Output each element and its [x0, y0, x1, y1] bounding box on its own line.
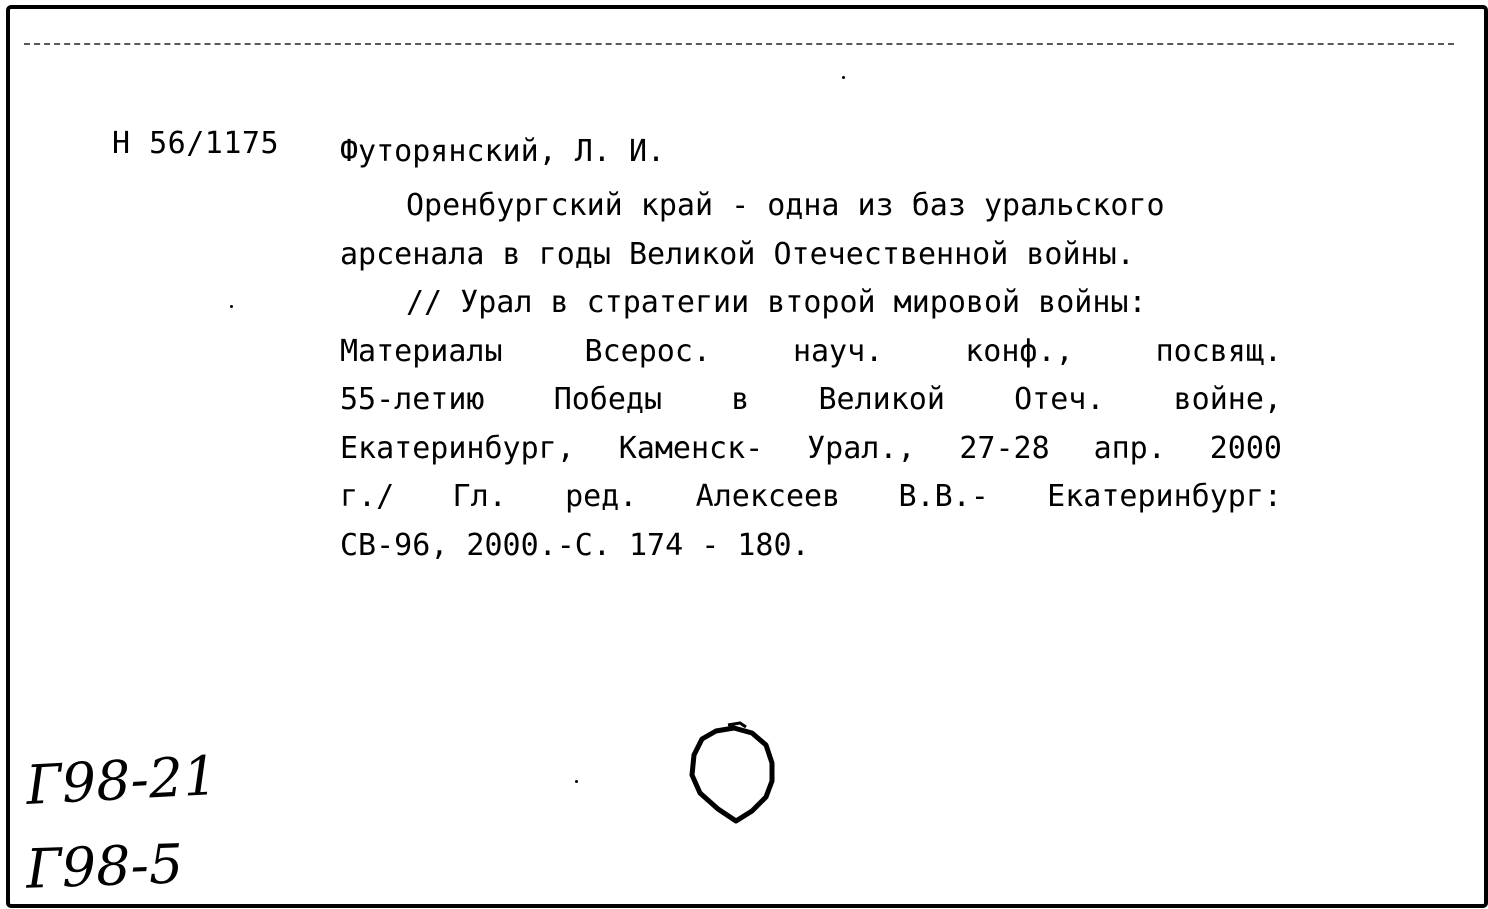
- word: Отеч.: [1014, 382, 1105, 417]
- word: 55-летию: [340, 382, 485, 417]
- word: В.В.-: [898, 479, 989, 514]
- title-line: арсенала в годы Великой Отечественной войны.: [340, 236, 1135, 272]
- word: науч.: [792, 333, 884, 369]
- source-line: [340, 328, 1282, 377]
- word: конф.,: [965, 333, 1074, 369]
- title-line: Оренбургский край - одна из баз уральского: [406, 188, 1165, 223]
- word: Екатеринбург:: [1047, 479, 1282, 514]
- word: Екатеринбург,: [340, 430, 575, 466]
- top-rule: [24, 43, 1454, 45]
- word: г./: [340, 479, 395, 514]
- speck: [842, 76, 845, 79]
- source-line: [340, 425, 1282, 474]
- word: Гл.: [452, 479, 507, 514]
- source-line: СВ-96, 2000.-С. 174 - 180.: [340, 527, 810, 563]
- word: в: [731, 382, 750, 417]
- shelf-mark: Н 56/1175: [112, 126, 280, 161]
- punch-hole-icon: [680, 717, 790, 835]
- bibliographic-entry: [340, 182, 1282, 570]
- word: 27-28: [959, 430, 1050, 466]
- word: Всерос.: [584, 333, 711, 369]
- word: Материалы: [340, 333, 503, 369]
- word: Урал.,: [807, 430, 916, 466]
- speck: [575, 780, 578, 783]
- handwritten-code: Г98-5: [24, 832, 185, 901]
- word: Каменск-: [618, 430, 764, 466]
- word: апр.: [1093, 430, 1166, 466]
- word: Великой: [818, 382, 945, 417]
- word: войне,: [1173, 382, 1282, 417]
- speck: [230, 305, 233, 308]
- word: ред.: [565, 479, 638, 514]
- source-line: // Урал в стратегии второй мировой войны:: [406, 285, 1147, 320]
- word: 2000: [1209, 430, 1282, 466]
- source-line: [340, 376, 1282, 425]
- source-line: [340, 473, 1282, 522]
- author: Футорянский, Л. И.: [340, 134, 666, 169]
- handwritten-code: Г98-21: [24, 744, 219, 817]
- word: посвящ.: [1155, 333, 1282, 369]
- catalog-card: [6, 5, 1488, 908]
- word: Алексеев: [695, 479, 841, 514]
- word: Победы: [553, 382, 663, 417]
